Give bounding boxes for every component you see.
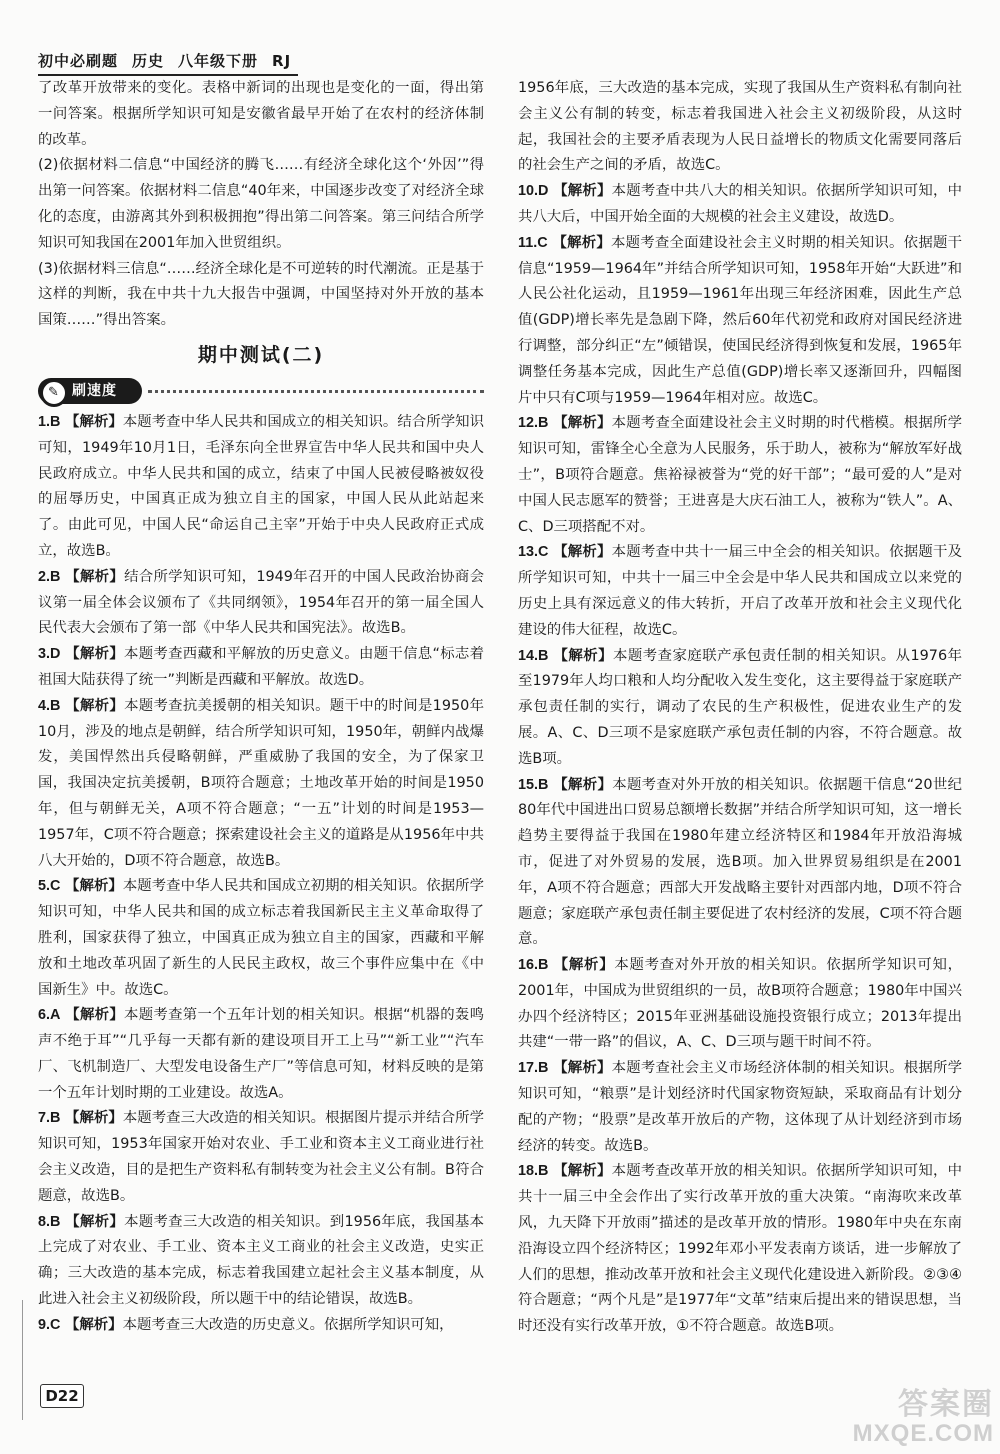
analysis-text: 本题考查中华人民共和国成立的相关知识。结合所学知识可知，1949年10月1日，毛泽东向全世界宣告中华人民共和国中央人民政府成立。中华人民共和国的成立，结束了中国人民被侵略被奴役的屈辱历史，中国真正成为独立自主的国家，中国人民从此站起来了。由此可见，中国人民“命运自己主宰”开始于中央人民政府正式成立，故选B。 — [38, 413, 484, 559]
answer-number: 16.B — [518, 957, 549, 974]
answer-number: 11.C — [518, 234, 548, 251]
answer-item — [518, 179, 962, 231]
answer-number: 15.B — [518, 776, 549, 793]
analysis-tag: 【解析】 — [65, 1007, 125, 1024]
running-header — [38, 50, 305, 72]
answer-item — [518, 773, 962, 954]
answer-number: 1.B — [38, 413, 61, 430]
analysis-tag: 【解析】 — [553, 957, 615, 974]
analysis-text: 本题考查第一个五年计划的相关知识。根据“机器的轰鸣声不绝于耳”“几乎每一天都有新的建设项目开工上马”“新工业”“汽车厂、飞机制造厂、大型发电设备生产厂”等信息可知，材料反映的是第一个五年计划时期的工业建设。故选A。 — [38, 1007, 484, 1101]
analysis-tag: 【解析】 — [553, 647, 613, 664]
analysis-text: 本题考查全面建设社会主义时期的相关知识。依据题干信息“1959—1964年”并结合所学知识可知，1958年开始“大跃进”和人民公社化运动，且1959—1961年出现三年经济困难，因此生产总值(GDP)增长率先是急剧下降，然后60年代初党和政府对国民经济进行调整，部分纠正“左”倾错误，使国民经济得到恢复和发展，1965年调整任务基本完成，因此生产总值(GDP)增长率又逐渐回升，四幅图片中只有C项与1959—1964年相对应。故选C。 — [518, 234, 962, 406]
analysis-text: 结合所学知识可知，1949年召开的中国人民政治协商会议第一届全体会议颁布了《共同纲领》，1954年召开的第一届全国人民代表大会颁布了第一部《中华人民共和国宪法》。故选B。 — [38, 568, 484, 637]
analysis-text: 本题考查三大改造的相关知识。到1956年底，我国基本上完成了对农业、手工业、资本主义工商业的社会主义改造，史实正确；三大改造的基本完成，标志着我国建立起社会主义基本制度，从此进入社会主义初级阶段，所以题干中的结论错误，故选B。 — [38, 1213, 484, 1308]
pen-icon: ✎ — [40, 379, 68, 407]
answer-item — [38, 1313, 484, 1339]
answer-number: 10.D — [518, 183, 549, 200]
answer-number: 2.B — [38, 568, 61, 585]
speed-label: 刷速度 — [72, 382, 117, 399]
answer-number: 6.A — [38, 1007, 61, 1024]
answer-item — [518, 231, 962, 412]
answer-item — [518, 1056, 962, 1159]
analysis-tag: 【解析】 — [64, 1316, 123, 1333]
analysis-text: 本题考查对外开放的相关知识。依据所学知识可知，2001年，中国成为世贸组织的一员，故B项符合题意；1980年中国兴办四个经济特区；2015年亚洲基础设施投资银行成立；2013年提出共建“一带一路”的倡议，A、C、D三项与题干时间不符。 — [518, 957, 962, 1051]
answer-item — [38, 694, 484, 875]
analysis-tag: 【解析】 — [553, 1060, 612, 1077]
answer-paragraph: 了改革开放带来的变化。表格中新词的出现也是变化的一面，得出第一问答案。根据所学知识可知是安徽省最早开始了在农村的经济体制的改革。 — [38, 80, 484, 148]
analysis-text: 本题考查三大改造的相关知识。根据图片提示并结合所学知识可知，1953年国家开始对农业、手工业和资本主义工商业进行社会主义改造，目的是把生产资料私有制转变为社会主义公有制。B符合题意，故选B。 — [38, 1110, 484, 1204]
analysis-text: 本题考查社会主义市场经济体制的相关知识。根据所学知识可知，“粮票”是计划经济时代国家物资短缺，采取商品有计划分配的产物；“股票”是改革开放后的产物，这体现了从计划经济到市场经济的转变。故选B。 — [518, 1060, 962, 1154]
answer-item — [38, 1003, 484, 1106]
answer-item — [38, 1106, 484, 1209]
analysis-text: 本题考查中华人民共和国成立初期的相关知识。依据所学知识可知，中华人民共和国的成立标志着我国新民主主义革命取得了胜利，国家获得了独立，中国真正成为独立自主的国家，西藏和平解放和土地改革巩固了新生的人民民主政权，故三个事件应集中在《中国新生》中。故选C。 — [38, 878, 484, 998]
analysis-tag: 【解析】 — [552, 234, 611, 251]
answer-item — [518, 540, 962, 643]
answer-paragraph: (3)依据材料三信息“……经济全球化是不可逆转的时代潮流。正是基于这样的判断，我在中共十九大报告中强调，中国坚持对外开放的基本国策……”得出答案。 — [38, 260, 484, 329]
answer-number: 13.C — [518, 544, 549, 561]
header-edition: RJ — [272, 52, 292, 70]
analysis-tag: 【解析】 — [65, 1213, 125, 1230]
analysis-text: 本题考查三大改造的历史意义。依据所学知识可知， — [122, 1316, 454, 1333]
answer-number: 3.D — [38, 646, 61, 663]
section-title: 期中测试(二) — [197, 343, 325, 366]
answer-number: 14.B — [518, 647, 549, 664]
analysis-text: 本题考查西藏和平解放的历史意义。由题干信息“标志着祖国大陆获得了统一”判断是西藏和平解放。故选D。 — [38, 646, 484, 688]
analysis-tag: 【解析】 — [65, 1110, 123, 1127]
analysis-tag: 【解析】 — [553, 776, 613, 793]
analysis-text: 本题考查全面建设社会主义时期的时代楷模。根据所学知识可知，雷锋全心全意为人民服务，乐于助人，被称为“解放军好战士”，B项符合题意。焦裕禄被誉为“党的好干部”；“最可爱的人”是对中国人民志愿军的赞誉；王进喜是大庆石油工人，被称为“铁人”。A、C、D三项搭配不对。 — [518, 415, 962, 535]
watermark — [804, 1388, 994, 1448]
analysis-text: 本题考查改革开放的相关知识。依据所学知识可知，中共十一届三中全会作出了实行改革开放的重大决策。“南海吹来改革风，九天降下开放雨”描述的是改革开放的情形。1980年中央在东南沿海设立四个经济特区；1992年邓小平发表南方谈话，进一步解放了人们的思想，推动改革开放和社会主义现代化建设进入新阶段。②③④符合题意；“两个凡是”是1977年“文革”结束后提出来的错误思想，当时还没有实行改革开放，①不符合题意。故选B项。 — [518, 1163, 962, 1335]
speed-badge — [38, 378, 142, 404]
answer-item — [518, 953, 962, 1056]
analysis-text: 本题考查家庭联产承包责任制的相关知识。从1976年至1979年人均口粮和人均分配收入发生变化，这主要得益于家庭联产承包责任制的实行，调动了农民的生产积极性，促进农业生产的发展。A、C、D三项不是家庭联产承包责任制的内容，不符合题意。故选B项。 — [518, 647, 962, 767]
watermark-cn: 答案圈 — [898, 1388, 994, 1421]
answer-item — [38, 1210, 484, 1313]
analysis-tag: 【解析】 — [553, 1163, 612, 1180]
analysis-tag: 【解析】 — [553, 415, 612, 432]
page-number: D22 — [40, 1384, 84, 1408]
speed-section-bar — [38, 374, 484, 408]
answer-item — [518, 1159, 962, 1340]
analysis-text: 本题考查中共八大的相关知识。依据所学知识可知，中共八大后，中国开始全面的大规模的社会主义建设，故选D。 — [518, 183, 962, 225]
answer-item — [38, 642, 484, 694]
margin-line — [22, 1300, 23, 1420]
answer-list-right — [518, 179, 962, 1340]
answer-item — [38, 565, 484, 642]
analysis-tag: 【解析】 — [553, 544, 612, 561]
header-series: 初中必刷题 — [38, 52, 119, 70]
answer-number: 18.B — [518, 1163, 549, 1180]
answer-number: 17.B — [518, 1060, 549, 1077]
answer-list-left — [38, 410, 484, 1339]
header-grade: 八年级下册 — [178, 52, 259, 70]
answer-item — [518, 644, 962, 773]
analysis-tag: 【解析】 — [65, 646, 125, 663]
answer-number: 8.B — [38, 1213, 61, 1230]
analysis-text: 本题考查抗美援朝的相关知识。题干中的时间是1950年10月，涉及的地点是朝鲜，结合所学知识可知，1950年，朝鲜内战爆发，美国悍然出兵侵略朝鲜，严重威胁了我国的安全，为了保家卫国，我国决定抗美援朝，B项符合题意；土地改革开始的时间是1950年，但与朝鲜无关，A项不符合题意；“一五”计划的时间是1953—1957年，C项不符合题意；探索建设社会主义的道路是从1956年中共八大开始的，D项不符合题意，故选B。 — [38, 697, 484, 869]
answer-number: 7.B — [38, 1110, 61, 1127]
analysis-text: 本题考查对外开放的相关知识。依据题干信息“20世纪80年代中国进出口贸易总额增长数据”并结合所学知识可知，这一增长趋势主要得益于我国在1980年建立经济特区和1984年开放沿海城市，促进了对外贸易的发展，选B项。加入世界贸易组织是在2001年，A项不符合题意；西部大开发战略主要针对西部内地，D项不符合题意；家庭联产承包责任制主要促进了农村经济的发展，C项不符合题意。 — [518, 776, 962, 948]
right-column — [518, 76, 962, 1340]
answer-item — [518, 411, 962, 540]
dotted-divider — [148, 390, 484, 393]
left-column — [38, 76, 484, 1339]
answer-number: 4.B — [38, 697, 61, 714]
answer-number: 9.C — [38, 1316, 61, 1333]
analysis-tag: 【解析】 — [65, 697, 125, 714]
answer-number: 12.B — [518, 415, 549, 432]
analysis-text: 本题考查中共十一届三中全会的相关知识。依据题干及所学知识可知，中共十一届三中全会是中华人民共和国成立以来党的历史上具有深远意义的伟大转折，开启了改革开放和社会主义现代化建设的伟大征程，故选C。 — [518, 544, 962, 638]
answer-number: 5.C — [38, 878, 61, 895]
analysis-tag: 【解析】 — [65, 413, 123, 430]
analysis-tag: 【解析】 — [65, 568, 125, 585]
continued-answer — [38, 76, 484, 334]
answer-item — [38, 874, 484, 1003]
item-9-continuation: 1956年底，三大改造的基本完成，实现了我国从生产资料私有制向社会主义公有制的转变，标志着我国进入社会主义初级阶段，从这时起，我国社会的主要矛盾表现为人民日益增长的物质文化需要同落后的社会生产之间的矛盾，故选C。 — [518, 80, 962, 174]
analysis-tag: 【解析】 — [553, 183, 612, 200]
answer-item — [38, 410, 484, 565]
answer-paragraph: (2)依据材料二信息“中国经济的腾飞……有经济全球化这个‘外因’”得出第一问答案。依据材料二信息“40年来，中国逐步改变了对经济全球化的态度，由游离其外到积极拥抱”得出第二问答案。第三问结合所学知识可知我国在2001年加入世贸组织。 — [38, 157, 484, 251]
watermark-en: MXQE.COM — [852, 1420, 994, 1447]
header-subject: 历史 — [132, 52, 165, 70]
analysis-tag: 【解析】 — [65, 878, 123, 895]
